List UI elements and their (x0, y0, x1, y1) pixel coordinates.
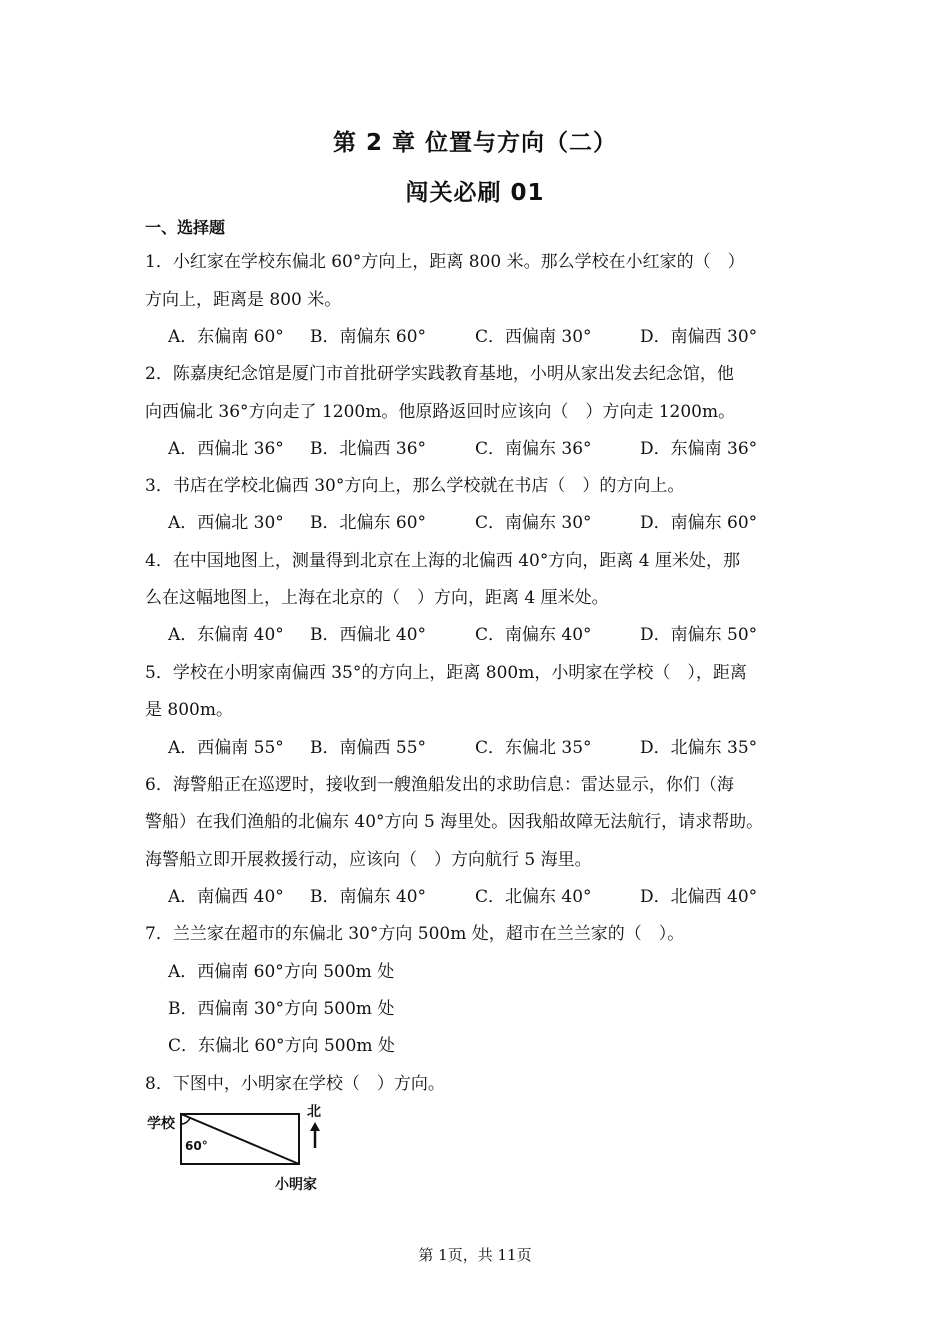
question-2-line-2: 向西偏北 36°方向走了 1200m。他原路返回时应该向（ ）方向走 1200m。 (145, 402, 736, 422)
option-b: B．南偏东 60° (310, 327, 427, 347)
question-5-line-1: 5．学校在小明家南偏西 35°的方向上，距离 800m，小明家在学校（ ），距离 (145, 663, 747, 683)
option-b: B．北偏东 60° (310, 513, 427, 533)
option-c: C．西偏南 30° (475, 327, 592, 347)
option-c: C．东偏北 35° (475, 738, 592, 758)
option-b: B．南偏东 40° (310, 887, 427, 907)
option-c: C．南偏东 30° (475, 513, 592, 533)
question-4-line-2: 么在这幅地图上，上海在北京的（ ）方向，距离 4 厘米处。 (145, 588, 609, 608)
chapter-title: 第 2 章 位置与方向（二） (332, 130, 618, 156)
question-5-line-2: 是 800m。 (145, 700, 233, 720)
page-footer: 第 1页，共 11页 (418, 1246, 532, 1264)
direction-figure (145, 1100, 345, 1200)
home-label: 小明家 (275, 1177, 317, 1193)
option-d: D．北偏东 35° (640, 738, 758, 758)
angle-label: 60° (185, 1139, 208, 1153)
question-4-line-1: 4．在中国地图上，测量得到北京在上海的北偏西 40°方向，距离 4 厘米处，那 (145, 551, 740, 571)
option-c: C．北偏东 40° (475, 887, 592, 907)
option-a: A．南偏西 40° (168, 887, 284, 907)
option-d: D．南偏西 30° (640, 327, 758, 347)
chapter-subtitle: 闯关必刷 01 (405, 180, 545, 206)
question-2-line-1: 2．陈嘉庚纪念馆是厦门市首批研学实践教育基地，小明从家出发去纪念馆，他 (145, 364, 734, 384)
question-7-option-c: C．东偏北 60°方向 500m 处 (168, 1036, 395, 1056)
angle-arc (181, 1118, 190, 1124)
option-a: A．西偏北 30° (168, 513, 284, 533)
question-7-option-a: A．西偏南 60°方向 500m 处 (168, 962, 395, 982)
question-6-line-1: 6．海警船正在巡逻时，接收到一艘渔船发出的求助信息：雷达显示，你们（海 (145, 775, 734, 795)
option-b: B．西偏北 40° (310, 625, 427, 645)
question-1-line-1: 1．小红家在学校东偏北 60°方向上，距离 800 米。那么学校在小红家的（ ） (145, 252, 745, 272)
option-b: B．南偏西 55° (310, 738, 427, 758)
question-7-line-1: 7．兰兰家在超市的东偏北 30°方向 500m 处，超市在兰兰家的（ ）。 (145, 924, 685, 944)
option-c: C．南偏东 36° (475, 439, 592, 459)
option-d: D．北偏西 40° (640, 887, 758, 907)
question-3-line-1: 3．书店在学校北偏西 30°方向上，那么学校就在书店（ ）的方向上。 (145, 476, 685, 496)
option-a: A．西偏北 36° (168, 439, 284, 459)
option-d: D．南偏东 60° (640, 513, 758, 533)
question-6-line-3: 海警船立即开展救援行动，应该向（ ）方向航行 5 海里。 (145, 850, 592, 870)
question-8-line-1: 8．下图中，小明家在学校（ ）方向。 (145, 1074, 445, 1094)
option-a: A．西偏南 55° (168, 738, 284, 758)
option-c: C．南偏东 40° (475, 625, 592, 645)
option-b: B．北偏西 36° (310, 439, 427, 459)
question-6-line-2: 警船）在我们渔船的北偏东 40°方向 5 海里处。因我船故障无法航行，请求帮助。 (145, 812, 764, 832)
section-title: 一、选择题 (145, 218, 226, 237)
school-label: 学校 (147, 1116, 175, 1132)
option-a: A．东偏南 40° (168, 625, 284, 645)
north-arrow-icon (310, 1122, 320, 1148)
question-7-option-b: B．西偏南 30°方向 500m 处 (168, 999, 395, 1019)
question-1-line-2: 方向上，距离是 800 米。 (145, 290, 342, 310)
north-label: 北 (307, 1104, 321, 1120)
option-d: D．南偏东 50° (640, 625, 758, 645)
option-a: A．东偏南 60° (168, 327, 284, 347)
option-d: D．东偏南 36° (640, 439, 758, 459)
